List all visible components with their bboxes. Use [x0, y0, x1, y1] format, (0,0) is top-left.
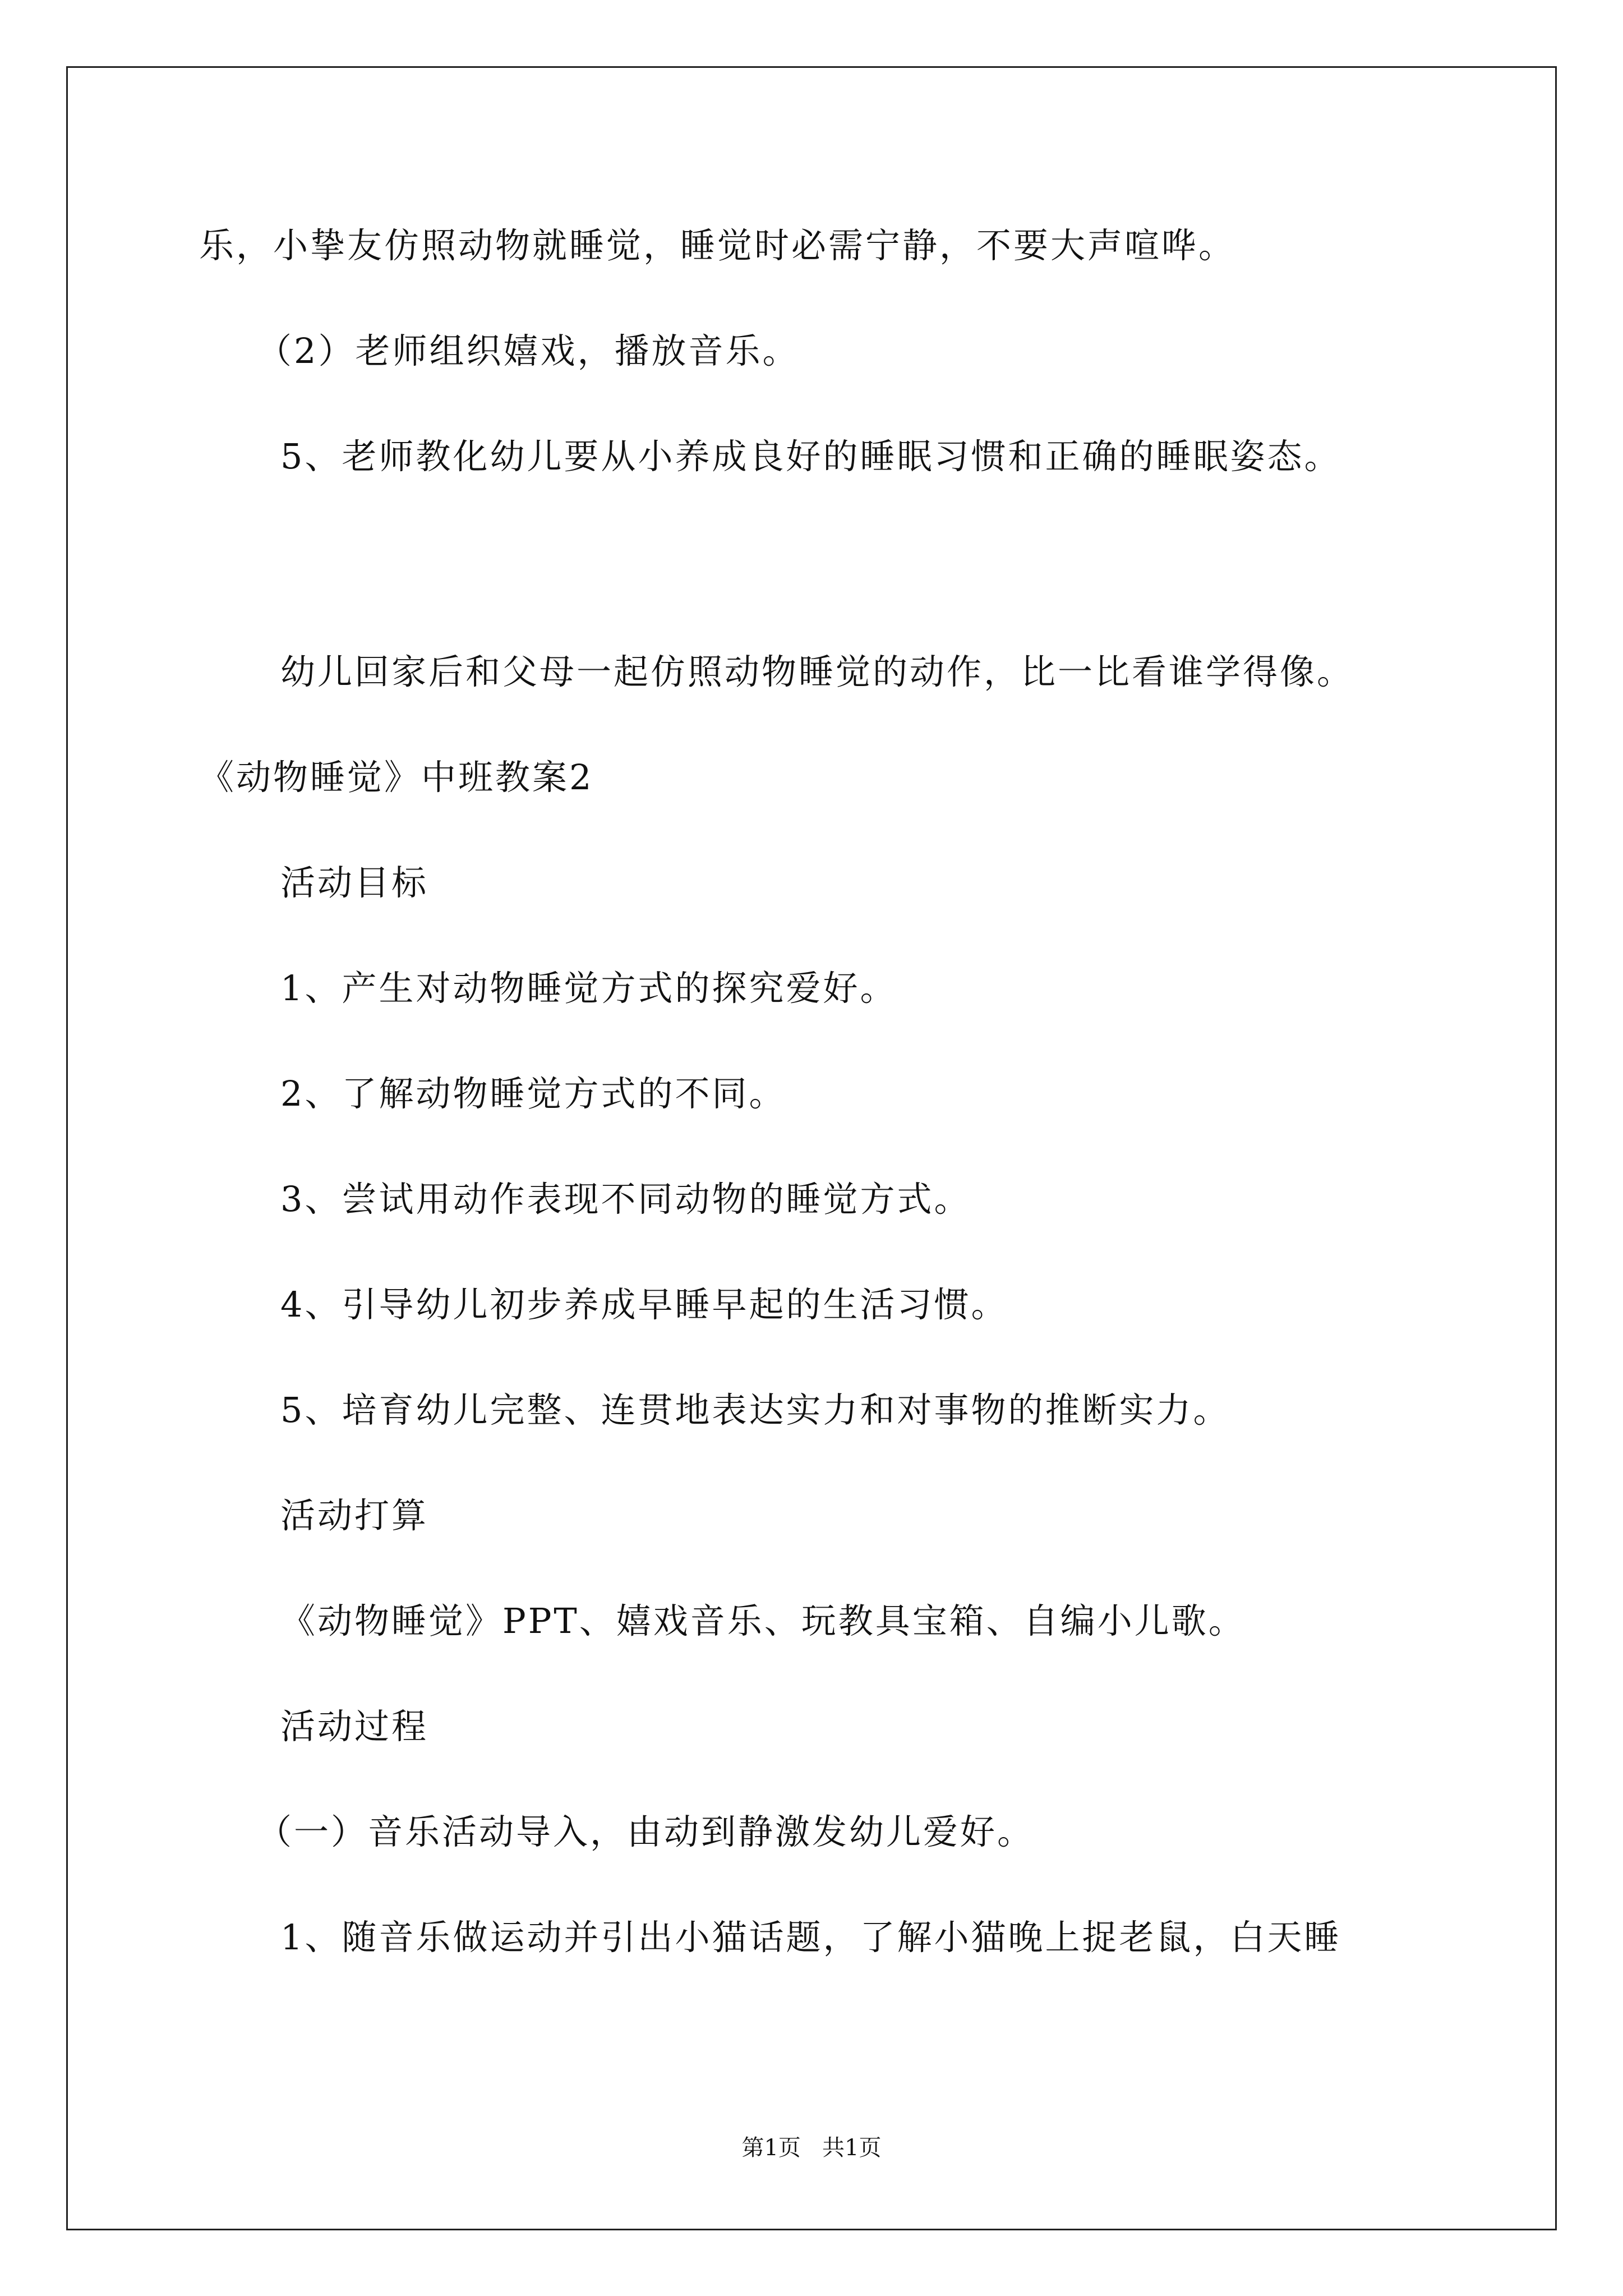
text-line-1: 乐，小挚友仿照动物就睡觉，睡觉时必需宁静，不要大声喧哗。 [199, 225, 1236, 266]
goal-item-5: 5、培育幼儿完整、连贯地表达实力和对事物的推断实力。 [280, 1389, 1230, 1430]
goal-item-2: 2、了解动物睡觉方式的不同。 [280, 1073, 786, 1114]
text-line-4: 幼儿回家后和父母一起仿照动物睡觉的动作，比一比看谁学得像。 [280, 651, 1354, 692]
page-border [66, 66, 1557, 2230]
text-line-3: 5、老师教化幼儿要从小养成良好的睡眠习惯和正确的睡眠姿态。 [280, 436, 1341, 477]
text-line-2: （2）老师组织嬉戏，播放音乐。 [257, 330, 800, 371]
page-number: 第1页 共1页 [741, 2135, 882, 2161]
goal-item-3: 3、尝试用动作表现不同动物的睡觉方式。 [280, 1179, 971, 1220]
goal-item-1: 1、产生对动物睡觉方式的探究爱好。 [280, 968, 897, 1009]
subheading-process: 活动过程 [280, 1706, 429, 1747]
subheading-goals: 活动目标 [280, 862, 429, 903]
process-step-1: （一）音乐活动导入，由动到静激发幼儿爱好。 [257, 1811, 1035, 1852]
goal-item-4: 4、引导幼儿初步养成早睡早起的生活习惯。 [280, 1284, 1008, 1325]
process-substep-1: 1、随音乐做运动并引出小猫话题，了解小猫晚上捉老鼠，白天睡 [280, 1917, 1341, 1958]
subheading-preparation: 活动打算 [280, 1495, 429, 1536]
preparation-text: 《动物睡觉》PPT、嬉戏音乐、玩教具宝箱、自编小儿歌。 [280, 1600, 1246, 1641]
section-heading: 《动物睡觉》中班教案2 [199, 757, 594, 798]
